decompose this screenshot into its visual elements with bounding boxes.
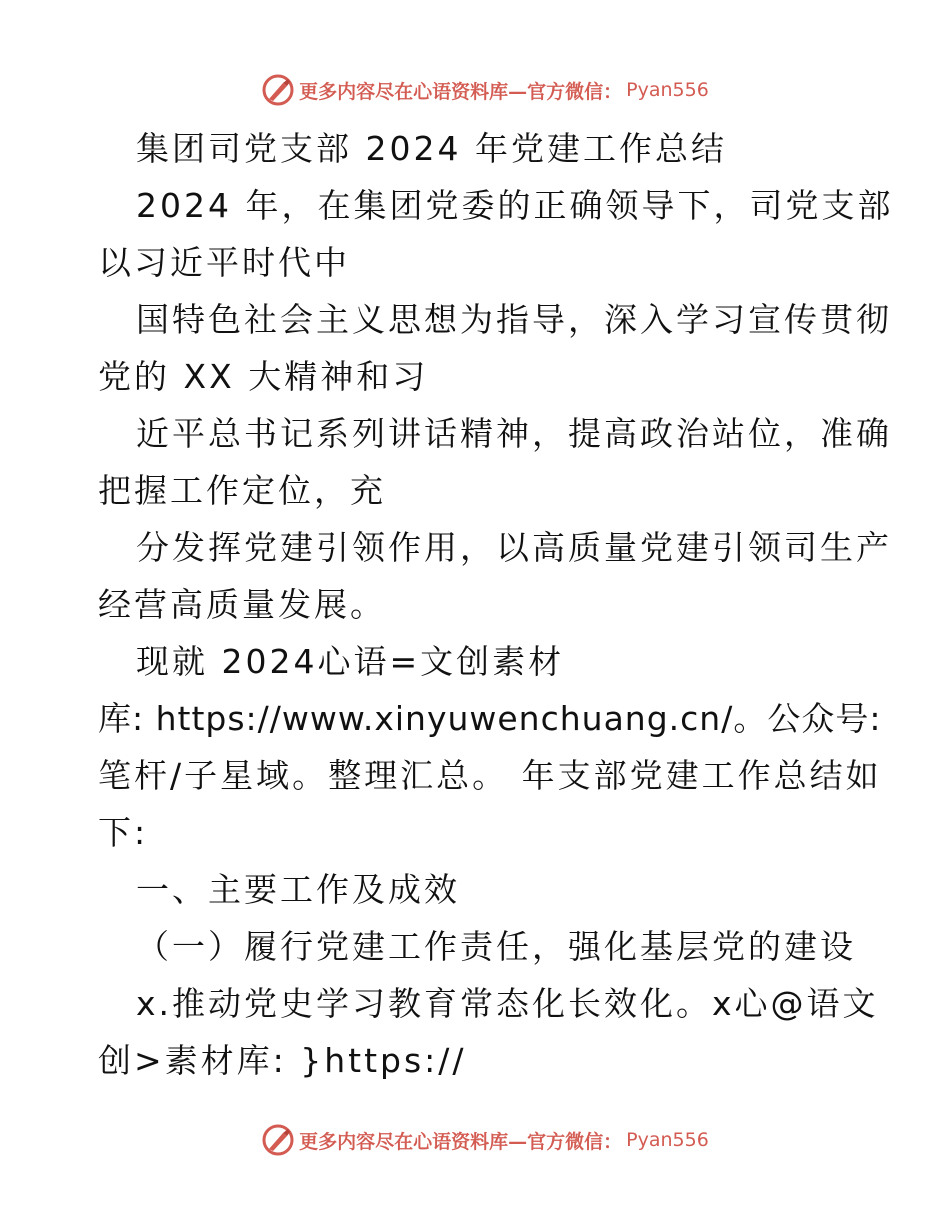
pen-logo-icon: [261, 1123, 295, 1157]
section-heading: 一、主要工作及成效: [136, 870, 460, 909]
banner-inner: [261, 73, 709, 107]
paragraph-line: 创>素材库: }https://: [98, 1041, 467, 1080]
paragraph-line: 近平总书记系列讲话精神，提高政治站位，准确: [136, 414, 892, 453]
paragraph-line: x.推动党史学习教育常态化长效化。x心@语文: [136, 984, 879, 1023]
paragraph-line: 下:: [98, 813, 149, 852]
paragraph-line: 把握工作定位，充: [98, 471, 386, 510]
header-watermark-banner: [0, 70, 950, 110]
banner-text: 更多内容尽在心语资料库—官方微信：: [299, 80, 623, 103]
footer-watermark-banner: [0, 1120, 950, 1160]
pen-logo-icon: [261, 73, 295, 107]
banner-text: 更多内容尽在心语资料库—官方微信：: [299, 1130, 623, 1153]
paragraph-line: 国特色社会主义思想为指导，深入学习宣传贯彻: [136, 300, 892, 339]
subsection-heading: （一）履行党建工作责任，强化基层党的建设: [136, 927, 856, 966]
paragraph-line: 笔杆/子星域。整理汇总。 年支部党建工作总结如: [98, 756, 882, 795]
paragraph-line: 现就 2024心语=文创素材: [136, 642, 565, 681]
paragraph-line: 分发挥党建引领作用，以高质量党建引领司生产: [136, 528, 892, 567]
banner-contact: Pyan556: [626, 1129, 709, 1151]
banner-inner: [261, 1123, 709, 1157]
paragraph-line: 党的 XX 大精神和习: [98, 357, 429, 396]
paragraph-line: 库: https://www.xinyuwenchuang.cn/。公众号:: [98, 699, 882, 738]
document-title: 集团司党支部 2024 年党建工作总结: [136, 129, 727, 168]
paragraph-line: 2024 年，在集团党委的正确领导下，司党支部: [136, 186, 894, 225]
paragraph-line: 以习近平时代中: [98, 243, 350, 282]
banner-contact: Pyan556: [626, 79, 709, 101]
document-body: [98, 120, 894, 1089]
paragraph-line: 经营高质量发展。: [98, 585, 386, 624]
